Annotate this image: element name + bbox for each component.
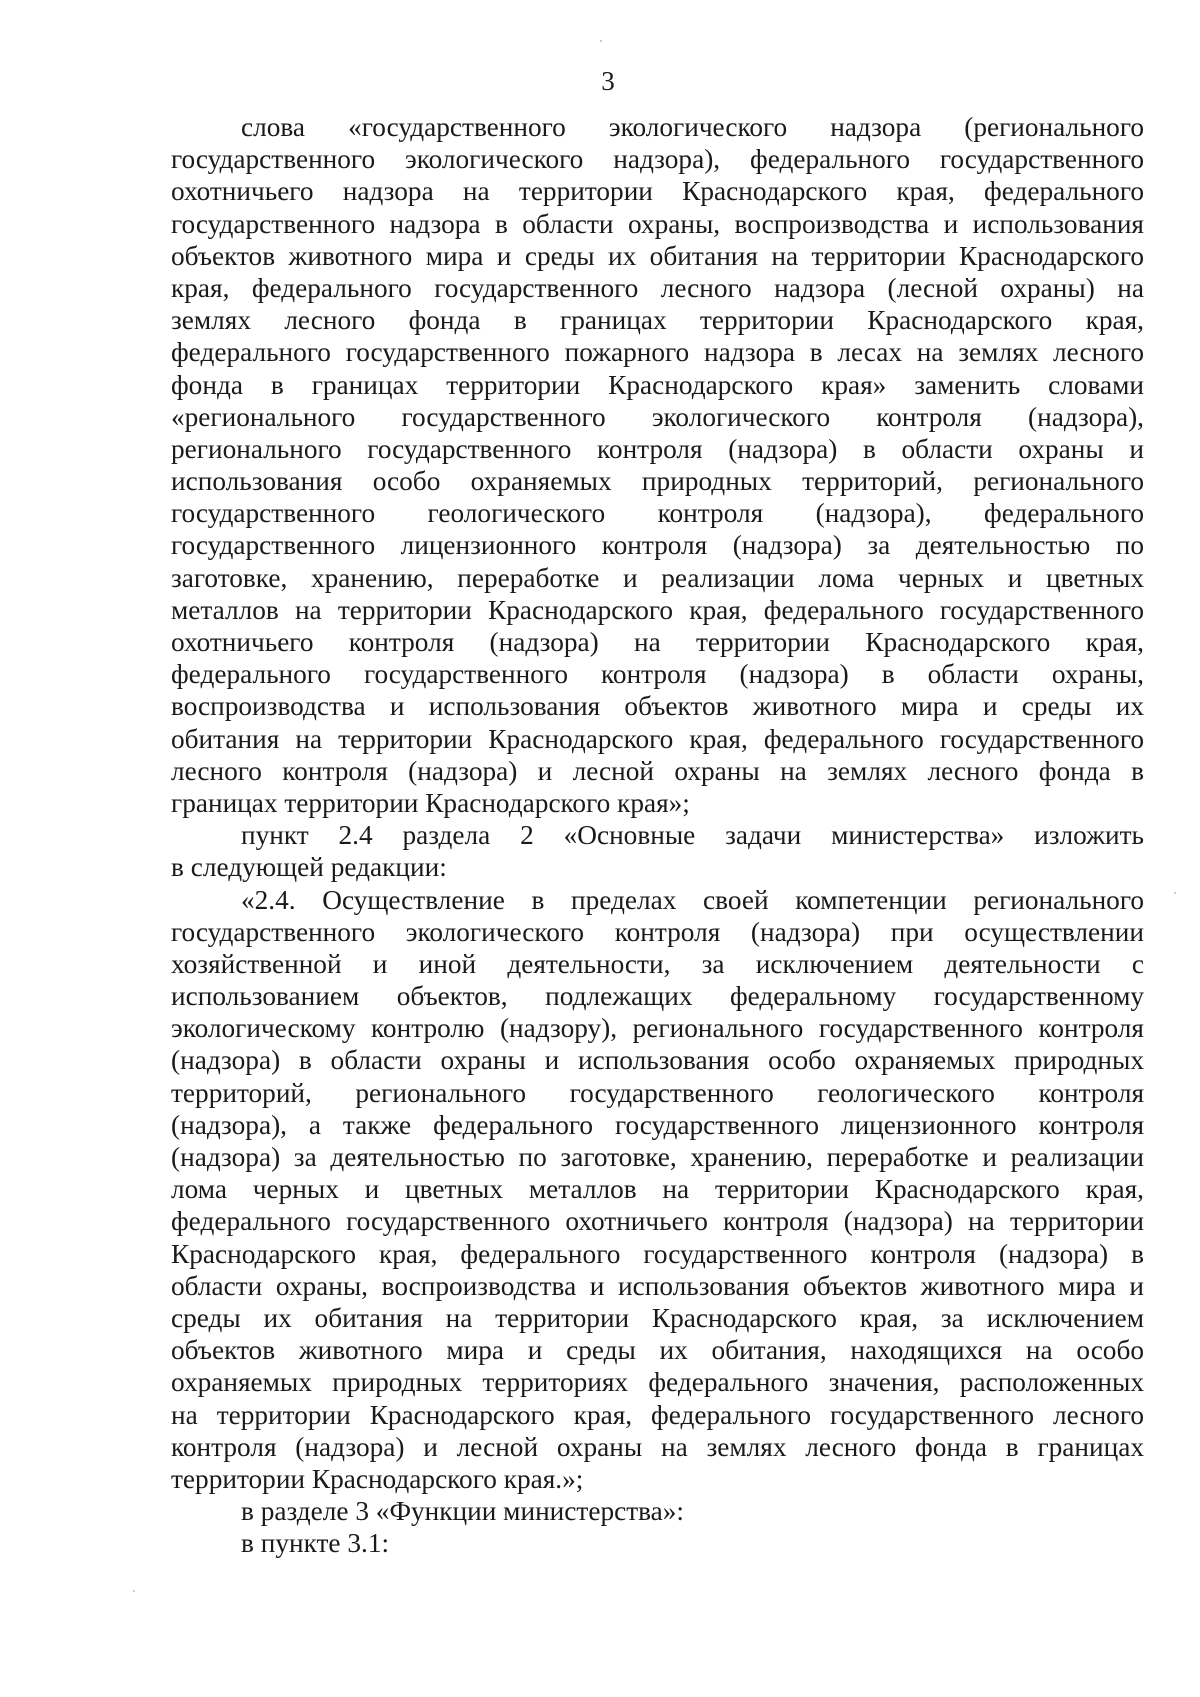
text-line: «регионального государственного экологического контроля (надзора), <box>171 401 1144 432</box>
text-line: в пункте 3.1: <box>241 1528 390 1559</box>
text-line: землях лесного фонда в границах территории Краснодарского края, <box>171 305 1144 336</box>
text-line: в следующей редакции: <box>171 852 447 883</box>
text-line: территорий, регионального государственного геологического контроля <box>171 1077 1144 1108</box>
scan-speck <box>1174 892 1176 894</box>
text-line: (надзора) за деятельностью по заготовке, хранению, переработке и реализации <box>171 1142 1144 1172</box>
text-line: объектов животного мира и среды их обитания, находящихся на особо <box>171 1335 1144 1366</box>
text-line: государственного лицензионного контроля (надзора) за деятельностью по <box>171 530 1144 561</box>
text-line: границах территории Краснодарского края»; <box>171 787 690 818</box>
text-line: фонда в границах территории Краснодарского края» заменить словами <box>171 369 1144 400</box>
text-line: охотничьего контроля (надзора) на территории Краснодарского края, <box>171 627 1144 657</box>
paragraph-item-3-1 <box>171 1527 1144 1559</box>
text-line: федерального государственного контроля (надзора) в области охраны, <box>171 659 1144 690</box>
document-body <box>171 111 1144 1559</box>
text-line: в разделе 3 «Функции министерства»: <box>241 1496 685 1527</box>
text-line: заготовке, хранению, переработке и реализации лома черных и цветных <box>171 562 1144 593</box>
text-line: пункт 2.4 раздела 2 «Основные задачи министерства» изложить <box>241 820 1144 851</box>
text-line: металлов на территории Краснодарского края, федерального государственного <box>171 594 1144 625</box>
text-line: области охраны, воспроизводства и использования объектов животного мира и <box>171 1270 1144 1301</box>
text-line: использования особо охраняемых природных территорий, регионального <box>171 466 1144 497</box>
text-line: контроля (надзора) и лесной охраны на землях лесного фонда в границах <box>171 1431 1144 1462</box>
paragraph-section-3 <box>171 1495 1144 1527</box>
text-line: использованием объектов, подлежащих федеральному государственному <box>171 981 1144 1012</box>
text-line: на территории Краснодарского края, федерального государственного лесного <box>171 1399 1144 1430</box>
text-line: регионального государственного контроля (надзора) в области охраны и <box>171 433 1144 464</box>
scan-speck <box>600 40 602 42</box>
text-line: экологическому контролю (надзору), регионального государственного контроля <box>171 1013 1144 1044</box>
text-line: объектов животного мира и среды их обитания на территории Краснодарского <box>171 240 1144 271</box>
paragraph-replace-words <box>171 111 1144 819</box>
text-line: Краснодарского края, федерального государственного контроля (надзора) в <box>171 1238 1144 1269</box>
text-line: среды их обитания на территории Краснодарского края, за исключением <box>171 1302 1144 1333</box>
text-line: охраняемых природных территориях федерального значения, расположенных <box>171 1367 1144 1398</box>
text-line: территории Краснодарского края.»; <box>171 1463 584 1494</box>
text-line: лома черных и цветных металлов на территории Краснодарского края, <box>171 1174 1144 1205</box>
text-line: обитания на территории Краснодарского края, федерального государственного <box>171 723 1144 754</box>
text-line: лесного контроля (надзора) и лесной охраны на землях лесного фонда в <box>171 755 1144 786</box>
text-line: государственного экологического контроля (надзора) при осуществлении <box>171 916 1144 947</box>
text-line: государственного надзора в области охраны, воспроизводства и использования <box>171 208 1144 239</box>
text-line: «2.4. Осуществление в пределах своей компетенции регионального <box>241 884 1144 915</box>
paragraph-item-2-4-text <box>171 884 1144 1496</box>
text-line: слова «государственного экологического надзора (регионального <box>241 112 1144 142</box>
text-line: государственного экологического надзора), федерального государственного <box>171 144 1144 175</box>
page-number: 3 <box>601 66 615 96</box>
text-line: государственного геологического контроля (надзора), федерального <box>171 498 1144 529</box>
text-line: федерального государственного пожарного надзора в лесах на землях лесного <box>171 337 1144 368</box>
text-line: хозяйственной и иной деятельности, за исключением деятельности с <box>171 948 1144 979</box>
text-line: (надзора) в области охраны и использования особо охраняемых природных <box>171 1045 1144 1076</box>
text-line: воспроизводства и использования объектов животного мира и среды их <box>171 691 1144 722</box>
scan-speck <box>133 1590 135 1592</box>
text-line: федерального государственного охотничьего контроля (надзора) на территории <box>171 1206 1144 1237</box>
text-line: края, федерального государственного лесного надзора (лесной охраны) на <box>171 272 1144 303</box>
text-line: (надзора), а также федерального государственного лицензионного контроля <box>171 1109 1144 1140</box>
text-line: охотничьего надзора на территории Краснодарского края, федерального <box>171 176 1144 207</box>
paragraph-item-2-4-intro <box>171 819 1144 883</box>
